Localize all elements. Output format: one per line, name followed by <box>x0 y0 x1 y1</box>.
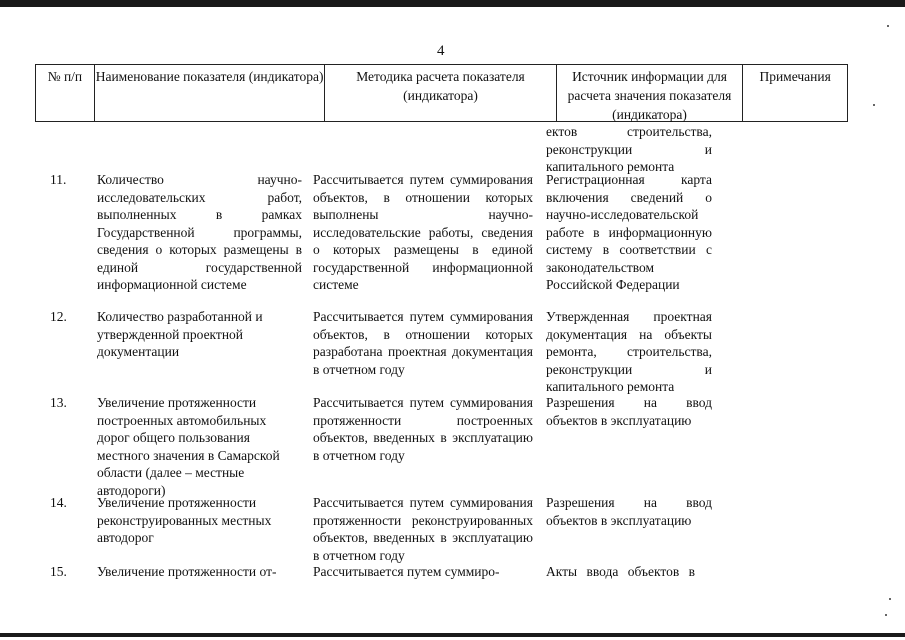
row-13-method: Рассчитывается путем суммирования протяженности построенных объектов, введенных в эксплуатацию в отчетном году <box>313 395 533 463</box>
table-header <box>35 64 848 122</box>
scan-speck <box>873 104 875 106</box>
scan-speck <box>885 614 887 616</box>
row-15-method: Рассчитывается путем суммиро- <box>313 564 500 579</box>
row-13-source: Разрешения на ввод объектов в эксплуатацию <box>546 395 712 428</box>
row-13-number: 13. <box>50 395 67 410</box>
scan-speck <box>889 598 891 600</box>
header-calculation-method: Методика расчета показателя (индикатора) <box>325 65 556 121</box>
header-number: № п/п <box>36 65 95 121</box>
carryover-source-text: ектов строительства, реконструкции и капитального ремонта <box>546 124 712 174</box>
header-notes: Примечания <box>759 69 831 84</box>
row-15-source: Акты ввода объектов в <box>546 564 695 579</box>
row-13-name: Увеличение протяженности построенных автомобильных дорог общего пользования местного значения в Самарской области (далее – местные автодороги) <box>97 395 280 498</box>
row-11-source: Регистрационная карта включения сведений о научно-исследовательской работе в информационную систему в соответствии с законодательством Российской Федерации <box>546 172 712 292</box>
header-information-source: Источник информации для расчета значения показателя (индикатора) <box>557 65 744 121</box>
row-15-number: 15. <box>50 564 67 579</box>
row-15-name: Увеличение протяженности от- <box>97 564 277 579</box>
scan-bottom-edge <box>0 633 905 637</box>
row-14-method: Рассчитывается путем суммирования протяженности реконструированных объектов, введенных в эксплуатацию в отчетном году <box>313 495 533 563</box>
page-number: 4 <box>437 43 445 59</box>
scan-speck <box>887 25 889 27</box>
row-14-number: 14. <box>50 495 67 510</box>
scan-top-edge <box>0 0 905 7</box>
row-14-source: Разрешения на ввод объектов в эксплуатацию <box>546 495 712 528</box>
row-11-method: Рассчитывается путем суммирования объектов, в отношении которых выполнены научно-исследовательские работы, сведения о которых размещены в единой государственной информационной системе <box>313 172 533 292</box>
row-11-number: 11. <box>50 172 67 187</box>
row-12-name: Количество разработанной и утвержденной проектной документации <box>97 309 263 359</box>
row-12-number: 12. <box>50 309 67 324</box>
row-12-method: Рассчитывается путем суммирования объектов, в отношении которых разработана проектная документация в отчетном году <box>313 309 533 377</box>
row-11-name: Количество научно-исследовательских работ, выполненных в рамках Государственной программы, сведения о которых размещены в единой государственной информационной системе <box>97 172 302 292</box>
row-12-source: Утвержденная проектная документация на объекты ремонта, строительства, реконструкции и капитального ремонта <box>546 309 712 394</box>
header-indicator-name: Наименование показателя (индикатора) <box>95 65 325 121</box>
row-14-name: Увеличение протяженности реконструированных местных автодорог <box>97 495 272 545</box>
